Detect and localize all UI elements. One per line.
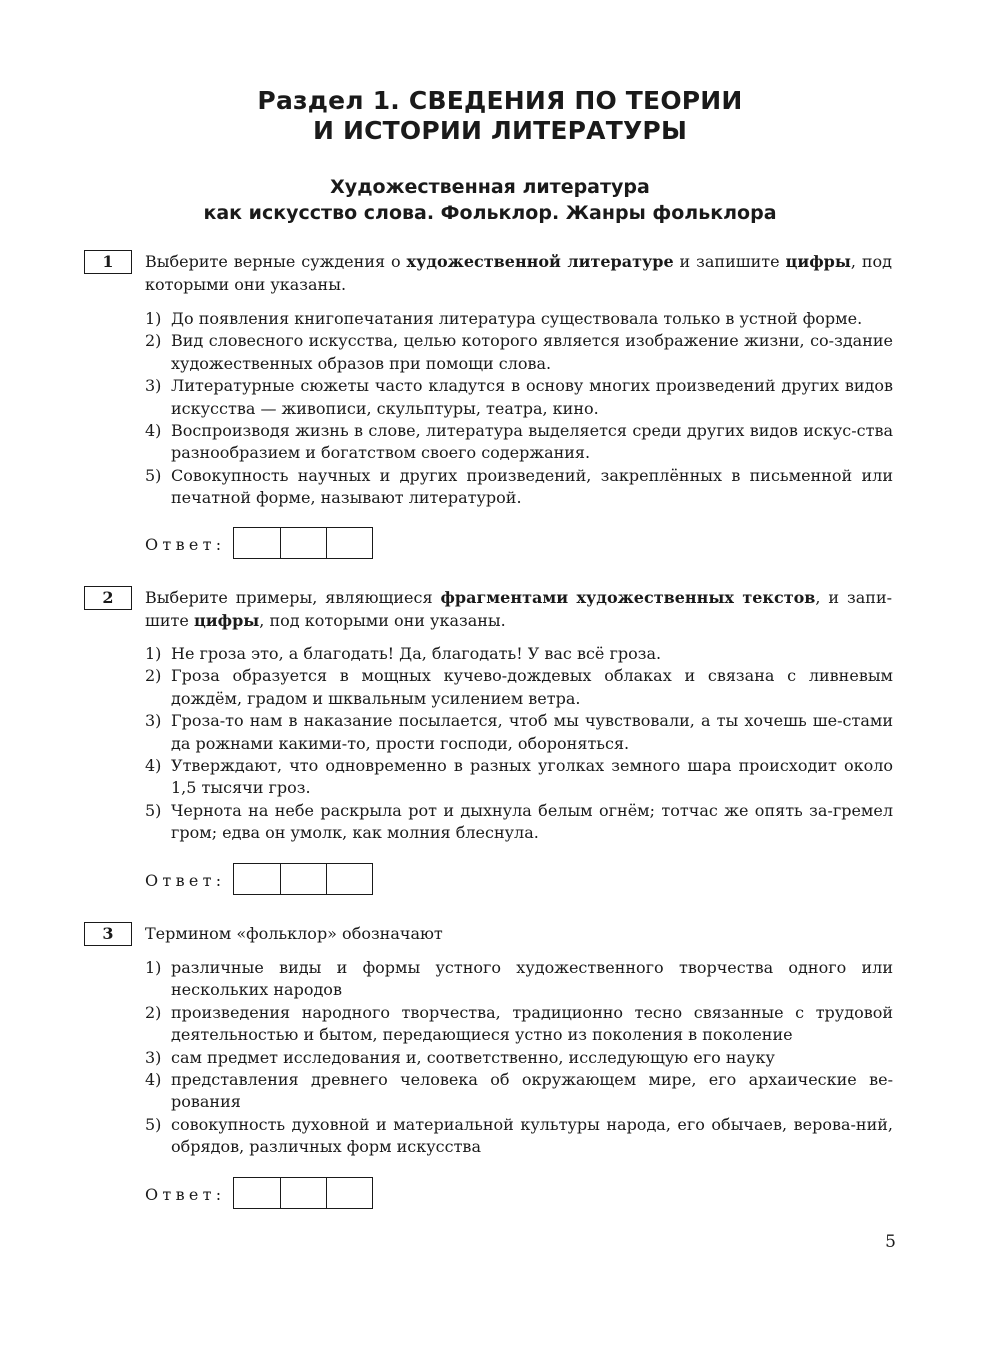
option-text: Не гроза это, а благодать! Да, благодать! У вас всё гроза. (171, 644, 662, 663)
task-number: 2 (84, 586, 132, 610)
prompt-emphasis: художественной литературе (406, 252, 674, 271)
prompt-text: , и запи-шите (145, 588, 893, 630)
task-number: 1 (84, 250, 132, 274)
page-number: 5 (885, 1232, 896, 1252)
option-item (145, 465, 893, 510)
option-text: различные виды и формы устного художественного творчества одного или нескольких народов (171, 958, 893, 1000)
option-item (145, 665, 893, 710)
task-prompt (145, 922, 892, 945)
option-number: 3) (145, 1047, 162, 1067)
answer-cell[interactable] (234, 864, 280, 894)
prompt-emphasis: цифры (785, 252, 851, 271)
section-title-line1: Раздел 1. СВЕДЕНИЯ ПО ТЕОРИИ (257, 86, 743, 115)
subsection-title (0, 174, 980, 226)
answer-cell[interactable] (326, 864, 372, 894)
answer-cell[interactable] (326, 1178, 372, 1208)
option-item (145, 800, 893, 845)
subsection-title-line1: Художественная литература (330, 176, 650, 198)
option-item (145, 1114, 893, 1159)
answer-label: Ответ: (145, 535, 226, 554)
option-number: 5) (145, 465, 162, 485)
answer-boxes (233, 1177, 373, 1209)
option-item (145, 957, 893, 1002)
option-text: Гроза образуется в мощных кучево-дождевых облаках и связана с ливневым дождём, градом и шквальным усилением ветра. (171, 666, 893, 708)
answer-cell[interactable] (326, 528, 372, 558)
option-text: произведения народного творчества, традиционно тесно связанные с трудовой деятельностью и бытом, передающиеся устно из поколения в поколение (171, 1002, 893, 1045)
option-item (145, 330, 893, 375)
option-item (145, 755, 893, 800)
option-item (145, 1002, 893, 1047)
option-number: 4) (145, 421, 162, 441)
options-list (145, 308, 893, 510)
answer-cell[interactable] (234, 528, 280, 558)
option-text: Литературные сюжеты часто кладутся в основу многих произведений других видов искусства — живописи, скульптуры, театра, кино. (171, 376, 893, 418)
option-text: Совокупность научных и других произведений, закреплённых в письменной или печатной форме, называют литературой. (171, 465, 893, 508)
subsection-title-line2: как искусство слова. Фольклор. Жанры фольклора (203, 202, 777, 224)
option-text: сам предмет исследования и, соответственно, исследующую его науку (171, 1047, 775, 1067)
answer-cell[interactable] (280, 528, 326, 558)
option-number: 1) (145, 958, 162, 977)
answer-cell[interactable] (234, 1178, 280, 1208)
task-number: 3 (84, 922, 132, 946)
option-number: 2) (145, 666, 162, 686)
prompt-text: , под которыми они указаны. (259, 611, 506, 630)
option-number: 4) (145, 1070, 162, 1090)
prompt-text: , под которыми они указаны. (145, 252, 893, 294)
option-item (145, 710, 893, 755)
answer-boxes (233, 527, 373, 559)
options-list (145, 957, 893, 1159)
option-text: Утверждают, что одновременно в разных уголках земного шара происходит около 1,5 тысячи гроз. (171, 756, 893, 798)
option-number: 1) (145, 309, 162, 328)
task-prompt (145, 250, 892, 296)
prompt-emphasis: цифры (193, 611, 260, 630)
option-text: Чернота на небе раскрыла рот и дыхнула белым огнём; тотчас же опять за-гремел гром; едва он умолк, как молния блеснула. (171, 800, 893, 843)
option-number: 3) (145, 376, 162, 396)
section-title (0, 86, 1000, 146)
prompt-text: Выберите верные суждения о (145, 252, 407, 271)
option-number: 2) (145, 331, 162, 351)
option-number: 1) (145, 644, 162, 663)
prompt-text: и запишите (673, 252, 786, 271)
prompt-text: Термином «фольклор» обозначают (145, 924, 443, 943)
option-number: 3) (145, 711, 162, 731)
option-item (145, 1069, 893, 1114)
options-list (145, 643, 893, 845)
option-number: 2) (145, 1002, 162, 1022)
option-text: Гроза-то нам в наказание посылается, чтоб мы чувствовали, а ты хочешь ше-стами да рожнами какими-то, прости господи, обороняться. (171, 711, 893, 753)
prompt-emphasis: фрагментами художественных текстов (440, 588, 816, 607)
option-number: 5) (145, 800, 162, 820)
option-number: 5) (145, 1114, 162, 1134)
option-item (145, 643, 893, 665)
option-item (145, 375, 893, 420)
prompt-text: Выберите примеры, являющиеся (145, 588, 441, 607)
option-text: Воспроизводя жизнь в слове, литература выделяется среди других видов искус-ства разнообразием и богатством своего содержания. (171, 421, 893, 463)
answer-boxes (233, 863, 373, 895)
answer-label: Ответ: (145, 1185, 226, 1204)
option-number: 4) (145, 756, 162, 776)
answer-cell[interactable] (280, 1178, 326, 1208)
option-item (145, 308, 893, 330)
option-item (145, 1047, 893, 1069)
option-text: совокупность духовной и материальной культуры народа, его обычаев, верова-ний, обрядов, различных форм искусства (171, 1114, 893, 1157)
option-text: Вид словесного искусства, целью которого является изображение жизни, со-здание художественных образов при помощи слова. (171, 331, 893, 373)
option-item (145, 420, 893, 465)
task-prompt (145, 586, 892, 632)
answer-cell[interactable] (280, 864, 326, 894)
option-text: представления древнего человека об окружающем мире, его архаические ве-рования (171, 1070, 893, 1112)
section-title-line2: И ИСТОРИИ ЛИТЕРАТУРЫ (312, 116, 688, 145)
answer-label: Ответ: (145, 871, 226, 890)
option-text: До появления книгопечатания литература существовала только в устной форме. (171, 309, 863, 328)
